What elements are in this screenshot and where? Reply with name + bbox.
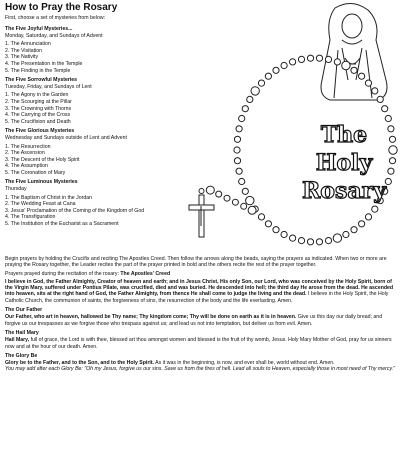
holy-rosary-title	[302, 122, 387, 204]
rosary-bead	[351, 67, 357, 73]
rosary-bead	[232, 199, 238, 205]
mystery-item: 4. The Assumption	[5, 163, 48, 170]
rosary-bead	[236, 126, 242, 132]
rosary-bead	[359, 221, 365, 227]
mystery-item: 1. The Baptism of Christ in the Jordan	[5, 194, 92, 201]
rosary-bead	[389, 158, 395, 164]
rosary-bead	[216, 191, 222, 197]
mystery-item: 2. The Ascension	[5, 150, 45, 157]
rosary-bead	[307, 55, 313, 61]
glory-be-italic: You may add after each Glory Be: "Oh my Jesus, forgive us our sins. Save us from the fires of hell. Lead all souls to Heaven, especially those in most need of Thy mercy."	[5, 366, 395, 373]
rosary-bead	[273, 227, 279, 233]
rosary-bead	[258, 214, 264, 220]
rosary-bead	[234, 136, 240, 142]
page-title: How to Pray the Rosary	[5, 2, 118, 13]
mystery-group-title: The Five Glorious Mysteries	[5, 128, 75, 135]
mystery-group-days: Thursday	[5, 186, 27, 193]
mystery-group-days: Monday, Saturday, and Sundays of Advent	[5, 32, 103, 39]
rosary-bead	[359, 73, 365, 79]
hail-mary-text	[5, 337, 396, 350]
hail-mary-rest: full of grace, the Lord is with thee, blessed art thou amongst women and blessed is the fruit of thy womb, Jesus. Holy Mary Mother of God, pray for us sinners now and at the hour of our death. Amen.	[5, 337, 392, 350]
mystery-group-title: The Five Joyful Mysteries...	[5, 26, 73, 32]
glory-be-text	[5, 360, 396, 373]
rosary-bead	[351, 227, 357, 233]
rosary-bead	[247, 96, 253, 102]
mary-figure-icon	[321, 3, 387, 100]
rosary-bead	[389, 146, 397, 154]
mystery-group-sorrowful	[5, 77, 195, 125]
rosary-bead	[382, 106, 388, 112]
rosary-bead	[251, 87, 259, 95]
rosary-bead	[388, 126, 394, 132]
mystery-item: 3. The Crowning with Thorns	[5, 105, 72, 112]
rosary-bead	[385, 115, 391, 121]
mystery-group-days: Wednesday and Sundays outside of Lent and Advent	[5, 134, 127, 141]
rosary-bead	[385, 178, 391, 184]
rosary-bead	[265, 221, 271, 227]
mystery-item: 2. The Scourging at the Pillar	[5, 98, 72, 105]
creed-title: The Apostles' Creed	[120, 270, 171, 277]
mystery-item: 1. The Annunciation	[5, 41, 51, 48]
our-father-text	[5, 314, 396, 327]
hail-mary-bold: Hail Mary,	[5, 337, 30, 344]
rosary-bead	[316, 239, 322, 245]
rosary-bead	[307, 239, 313, 245]
our-father-title: The Our Father	[5, 307, 43, 314]
glory-be-title: The Glory Be	[5, 352, 38, 359]
rosary-bead	[365, 80, 371, 86]
mystery-item: 2. The Wedding Feast at Cana	[5, 201, 76, 208]
rosary-bead	[343, 231, 349, 237]
rosary-illustration	[180, 0, 400, 265]
mystery-item: 5. The Finding in the Temple	[5, 67, 71, 74]
prayers-intro	[5, 271, 396, 277]
rosary-bead	[239, 115, 245, 121]
mystery-item: 3. The Descent of the Holy Spirit	[5, 156, 80, 163]
rosary-bead	[241, 203, 247, 209]
rosary-bead	[298, 56, 304, 62]
creed-text	[5, 279, 396, 304]
rosary-bead	[334, 59, 340, 65]
mystery-item: 3. Jesus' Proclamation of the Coming of the Kingdom of God	[5, 207, 145, 214]
creed-rest: I believe in the Holy Spirit, the Holy Catholic Church, the communion of saints, the forgiveness of sins, the resurrection of the body and the life everlasting. Amen.	[5, 291, 389, 304]
rosary-bead	[239, 178, 245, 184]
mystery-group-joyful	[5, 26, 195, 74]
our-father-rest: Give us this day our daily bread; and forgive us our trespasses as we forgive those who trespass against us; and lead us not into temptation, but deliver us from evil. Amen.	[5, 314, 383, 327]
rosary-bead	[290, 235, 296, 241]
intro-text: First, choose a set of mysteries from below:	[5, 15, 106, 21]
rosary-bead	[258, 80, 264, 86]
rosary-bead	[281, 231, 287, 237]
glory-be-rest: As it was in the beginning, is now, and ever shall be, world without end. Amen.	[155, 360, 335, 367]
rosary-bead	[273, 67, 279, 73]
mysteries-list	[5, 26, 195, 231]
mystery-item: 2. The Visitation	[5, 47, 43, 54]
rosary-bead	[236, 168, 242, 174]
rosary-bead	[333, 234, 341, 242]
rosary-bead	[372, 88, 378, 94]
rosary-bead	[316, 55, 322, 61]
mystery-item: 5. The Coronation of Mary	[5, 169, 66, 176]
rosary-bead	[372, 206, 378, 212]
rosary-bead	[224, 195, 230, 201]
crucifix-icon	[189, 189, 214, 238]
rosary-bead	[377, 96, 383, 102]
instructions-text: Begin prayers by holding the Crucifix and reciting The Apostles Creed. Then follow the arrows along the beads, saying the prayers as indicated. When two or more are praying the Rosary together, the Leader recites the part of the prayer printed in bold and the others recite the rest of the prayer together.	[5, 256, 387, 269]
mystery-item: 4. The Transfiguration	[5, 214, 56, 221]
rosary-bead	[242, 106, 248, 112]
art-title-line2: Holy	[315, 150, 373, 176]
rosary-bead	[234, 158, 240, 164]
mystery-group-title: The Five Sorrowful Mysteries	[5, 77, 78, 84]
mystery-group-luminous	[5, 179, 195, 227]
rosary-bead	[389, 136, 395, 142]
mystery-item: 5. The Crucifixion and Death	[5, 118, 71, 125]
hail-mary-title: The Hail Mary	[5, 329, 39, 336]
mystery-item: 4. The Presentation in the Temple	[5, 60, 83, 67]
prayers-intro-text: Prayers prayed during the recitation of the rosary:	[5, 270, 119, 277]
art-title-line1: The	[320, 122, 368, 148]
rosary-bead	[325, 56, 331, 62]
prayer-instructions	[5, 256, 396, 375]
mystery-item: 4. The Carrying of the Cross	[5, 112, 71, 119]
rosary-bead	[365, 214, 371, 220]
rosary-bead	[388, 168, 394, 174]
mystery-item: 5. The Institution of the Eucharist as a Sacrament	[5, 221, 119, 228]
mystery-group-title: The Five Luminous Mysteries	[5, 179, 78, 186]
mystery-group-days: Tuesday, Friday, and Sundays of Lent	[5, 83, 92, 90]
rosary-bead	[246, 196, 254, 204]
rosary-bead	[265, 73, 271, 79]
mystery-group-glorious	[5, 128, 195, 176]
mystery-item: 1. The Agony in the Garden	[5, 92, 69, 99]
rosary-bead	[325, 238, 331, 244]
rosary-bead	[290, 59, 296, 65]
rosary-bead	[248, 206, 256, 214]
glory-be-bold: Glory be to the Father, and to the Son, and to the Holy Spirit.	[5, 360, 155, 367]
our-father-bold: Our Father, who art in heaven, hallowed be Thy name; Thy kingdom come; Thy will be done on earth as it is in heaven.	[5, 314, 297, 321]
mystery-item: 1. The Resurrection	[5, 143, 51, 150]
rosary-bead	[298, 238, 304, 244]
mystery-item: 3. The Nativity	[5, 54, 39, 61]
rosary-bead	[234, 147, 240, 153]
creed-bold: I believe in God, the Father Almighty, Creator of heaven and earth; and in Jesus Christ, His only Son, our Lord, who was conceived by the Holy Spirit, born of the Virgin Mary, suffered under Pontius Pilate, was crucified, died and was buried. He descended into hell; the third day He arose from the dead. He ascended into heaven, sits at the right hand of God, the Father Almighty, from thence He shall come to judge the living and the dead.	[5, 278, 394, 298]
rosary-bead	[242, 188, 248, 194]
art-title-line3: Rosary	[302, 178, 386, 204]
rosary-bead	[206, 186, 214, 194]
rosary-bead	[342, 61, 350, 69]
rosary-bead	[281, 62, 287, 68]
